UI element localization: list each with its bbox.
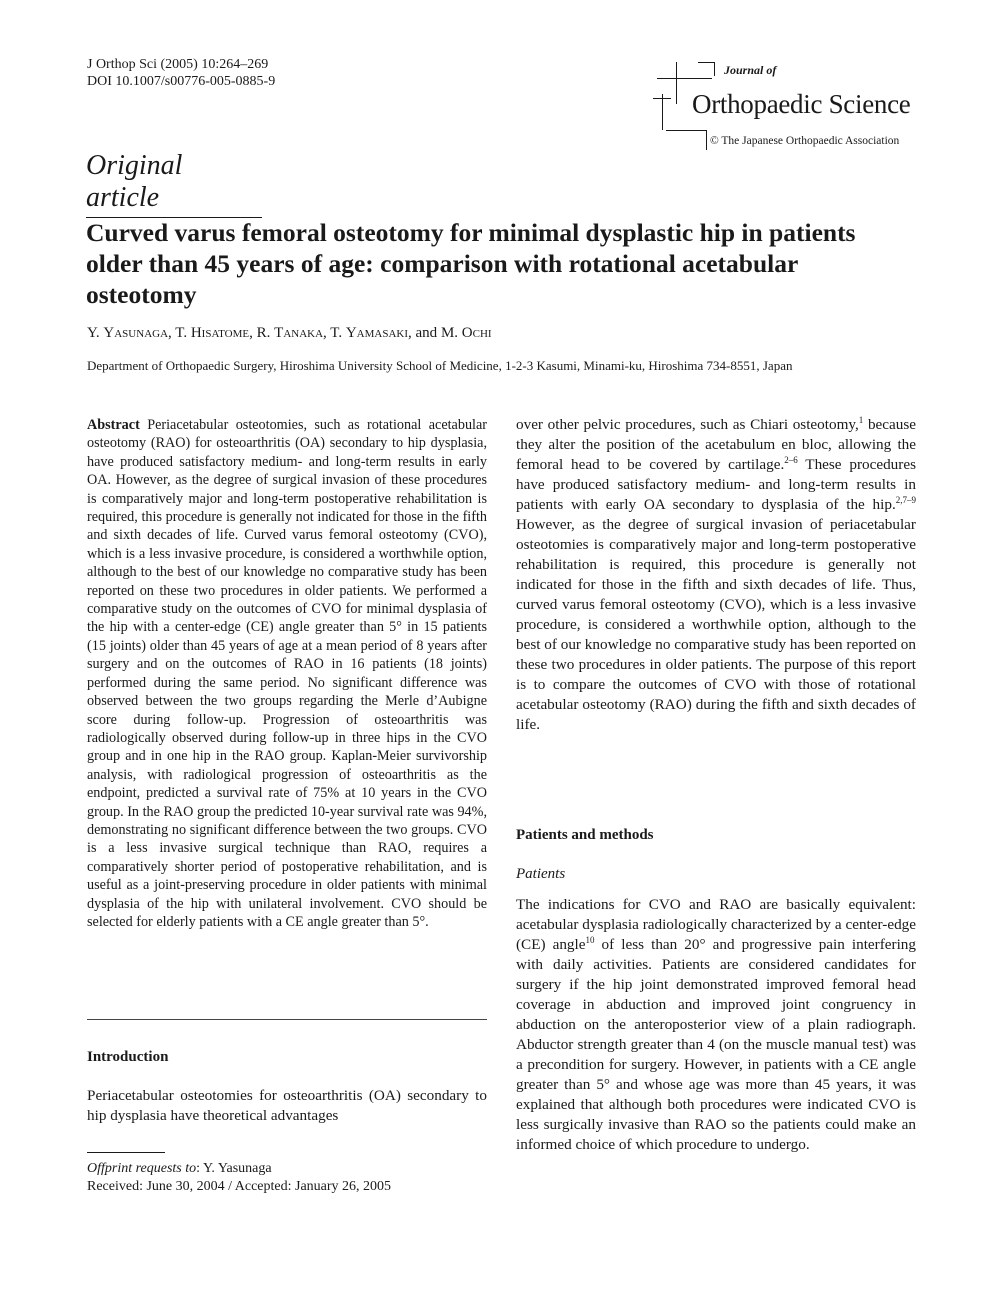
journal-logo [652, 56, 932, 156]
author-surname: Hisatome [190, 325, 250, 341]
citation-ref: 1 [858, 414, 864, 425]
citation-ref: 2–6 [784, 454, 798, 465]
logo-rule [662, 94, 663, 130]
methods-segment: of less than 20° and progressive pain interfering with daily activities. Patients are considered candidates for surgery if the hip joint demonstrated improved femoral head coverage in abduction and improved joint congruency in abduction on the anteroposterior view of a plain radiograph. Abductor strength greater than 4 (on the muscle manual test) was a precondition for surgery. However, in patients with a CE angle greater than 5° and whose age was more than 45 years, it was explained that although both procedures were indicated CVO is less surgically invasive than RAO so the patients could make an informed choice of which procedure to undergo. [516, 936, 916, 1153]
methods-segment: The indications for CVO and RAO are basically equivalent: acetabular dysplasia radiologically characterized by a center-edge (CE) angle [516, 896, 916, 953]
patients-subheading: Patients [516, 866, 566, 882]
offprint-line [87, 1160, 391, 1178]
author-separator: , and [408, 325, 441, 341]
author-separator: , [249, 325, 257, 341]
offprint-name: : Y. Yasunaga [196, 1161, 272, 1176]
author-initial: T. [330, 325, 346, 341]
offprint-label: Offprint requests to [87, 1161, 197, 1176]
logo-publisher: © The Japanese Orthopaedic Association [710, 135, 900, 147]
logo-journal-of: Journal of [724, 63, 777, 77]
author-initial: T. [175, 325, 191, 341]
author [257, 325, 323, 341]
logo-rule [714, 62, 715, 76]
author-initial: R. [256, 325, 275, 341]
intro-segment: over other pelvic procedures, such as Chiari osteotomy, [516, 416, 859, 433]
abstract-label: Abstract [87, 417, 140, 433]
citation-doi: DOI 10.1007/s00776-005-0885-9 [87, 74, 276, 89]
author [330, 325, 408, 341]
author-surname: Yasunaga [103, 325, 169, 341]
abstract-divider [87, 1019, 487, 1020]
logo-rule [676, 62, 677, 104]
patients-text [516, 895, 916, 1155]
author-surname: Yamasaki [345, 325, 409, 341]
citation-journal: J Orthop Sci (2005) 10:264–269 [87, 57, 269, 72]
author-list [87, 325, 492, 342]
logo-journal-name: Orthopaedic Science [692, 89, 911, 119]
logo-rule [666, 130, 706, 131]
author-initial: M. [440, 325, 462, 341]
citation-ref: 10 [585, 934, 595, 945]
author-separator: , [323, 325, 331, 341]
author [175, 325, 249, 341]
article-title: Curved varus femoral osteotomy for minimal dysplastic hip in patients older than 45 years of age: comparison with rotational acetabular osteotomy [86, 218, 856, 309]
citation-ref: 2,7–9 [895, 494, 916, 505]
author-initial: Y. [87, 325, 104, 341]
logo-rule [706, 130, 707, 150]
received-line: Received: June 30, 2004 / Accepted: January 26, 2005 [87, 1179, 392, 1194]
logo-rule [653, 98, 671, 99]
intro-segment: because they alter the position of the acetabulum en bloc, allowing the femoral head to be covered by cartilage. [516, 416, 917, 473]
article-type: Original article [86, 150, 262, 218]
intro-segment: These procedures have produced satisfactory medium- and long-term results in patients with early OA secondary to dysplasia of the hip. [516, 456, 916, 513]
citation [87, 56, 275, 90]
author [441, 325, 492, 341]
logo-rule [657, 78, 712, 79]
footnote [87, 1160, 391, 1196]
abstract [87, 416, 487, 931]
intro-segment: However, as the degree of surgical invasion of periacetabular osteotomies is comparatively major and long-term postoperative rehabilitation is required, this procedure is generally not indicated for those in the fifth and sixth decades of life. Thus, curved varus femoral osteotomy (CVO), which is a less invasive procedure, is considered a worthwhile option, although to the best of our knowledge no comparative study has been reported on these two procedures in older patients. The purpose of this report is to compare the outcomes of CVO with those of rotational acetabular osteotomy (RAO) during the fifth and sixth decades of life. [516, 516, 916, 733]
author-surname: Tanaka [274, 325, 324, 341]
author-separator: , [168, 325, 176, 341]
author [87, 325, 168, 341]
introduction-text-continued [516, 415, 916, 735]
abstract-text: Periacetabular osteotomies, such as rotational acetabular osteotomy (RAO) for osteoarthritis (OA) secondary to hip dysplasia, have produced satisfactory medium- and long-term results in early OA. However, as the degree of surgical invasion of these procedures is comparatively major and long-term postoperative rehabilitation is required, this procedure is generally not indicated for those in the fifth and sixth decades of life. Curved varus femoral osteotomy (CVO), which is a less invasive procedure, is considered a worthwhile option, although to the best of our knowledge no comparative study has been reported on these two procedures in older patients. We performed a comparative study on the outcomes of CVO for minimal dysplasia of the hip with a center-edge (CE) angle greater than 5° in 15 patients (15 joints) older than 45 years of age at a mean period of 8 years after surgery and on the outcomes of RAO in 16 patients (18 joints) performed during the same period. No significant difference was observed between the two groups regarding the Merle d’Aubigne score during follow-up. Progression of osteoarthritis was radiologically observed during follow-up in three hips in the CVO group and in one hip in the RAO group. Kaplan-Meier survivorship analysis, with radiological progression of osteoarthritis as the endpoint, predicted a survival rate of 75% at 10 years in the CVO group. In the RAO group the predicted 10-year survival rate was 94%, demonstrating no significant difference between the two groups. CVO is a less invasive surgical technique than RAO, requires a comparatively shorter period of postoperative rehabilitation, and is useful as a joint-preserving procedure in older patients with minimal dysplasia of the hip with unilateral involvement. CVO should be selected for elderly patients with a CE angle greater than 5°. [87, 417, 488, 930]
logo-rule [698, 62, 714, 63]
affiliation: Department of Orthopaedic Surgery, Hiroshima University School of Medicine, 1-2-3 Kasumi, Minami-ku, Hiroshima 734-8551, Japan [87, 358, 793, 373]
methods-heading: Patients and methods [516, 827, 654, 843]
introduction-text-start: Periacetabular osteotomies for osteoarthritis (OA) secondary to hip dysplasia have theoretical advantages [87, 1087, 487, 1124]
author-surname: Ochi [461, 325, 492, 341]
footnote-divider [87, 1152, 165, 1153]
introduction-heading: Introduction [87, 1049, 169, 1065]
